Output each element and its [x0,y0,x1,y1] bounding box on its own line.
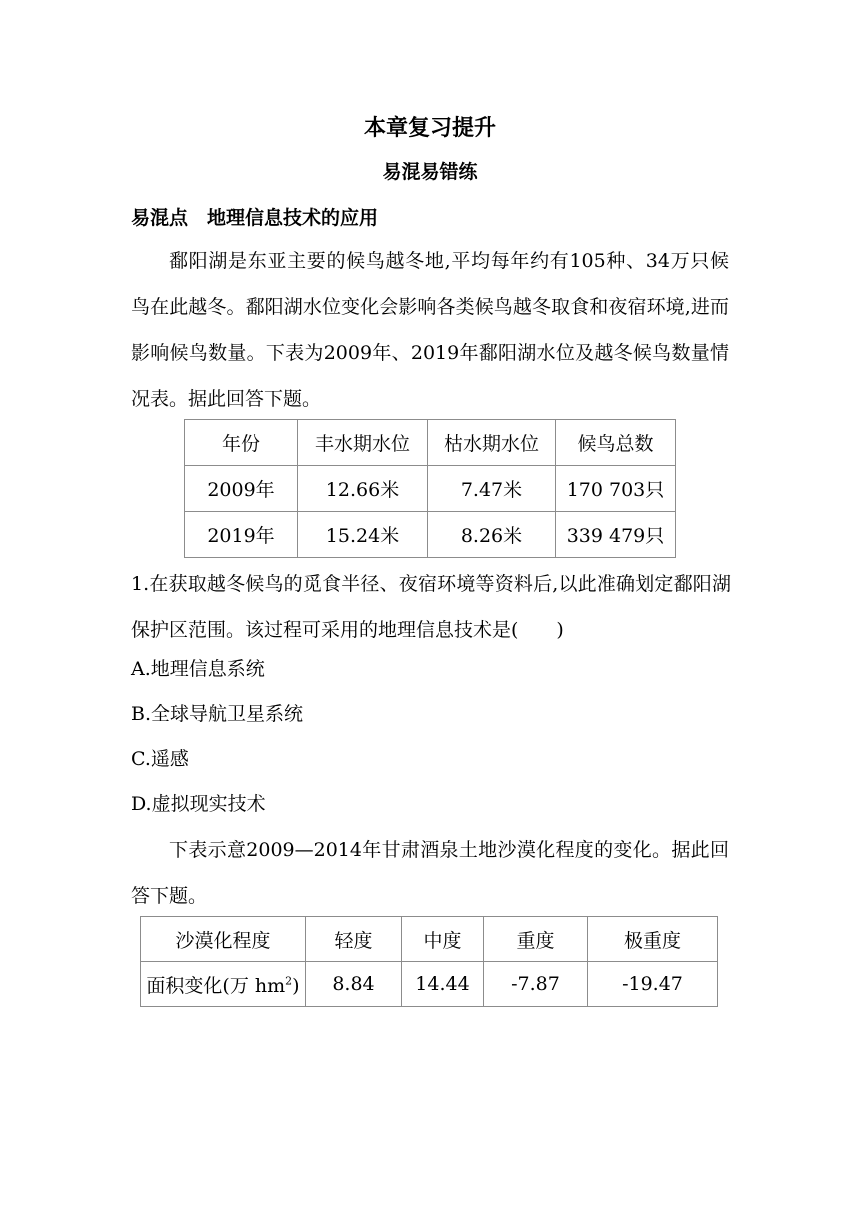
table-cell: 15.24米 [298,512,428,558]
table-header-row [141,917,718,962]
desertification-table [140,916,718,1007]
table-cell: 2009年 [185,466,298,512]
table-row-label [141,962,306,1007]
passage-poyang: 鄱阳湖是东亚主要的候鸟越冬地,平均每年约有105种、34万只候鸟在此越冬。鄱阳湖水位变化会影响各类候鸟越冬取食和夜宿环境,进而影响候鸟数量。下表为2009年、2019年鄱阳湖水位及越冬候鸟数量情况表。据此回答下题。 [131,250,729,410]
table-cell: 7.47米 [428,466,556,512]
table-cell: 339 479只 [556,512,676,558]
table-header-cell: 丰水期水位 [298,420,428,466]
table-cell: 8.84 [306,962,402,1007]
row-label-superscript: 2 [285,974,293,988]
table-header-cell: 沙漠化程度 [141,917,306,962]
table-header-cell: 候鸟总数 [556,420,676,466]
option-b[interactable]: B.全球导航卫星系统 [131,703,304,725]
passage-jiuquan: 下表示意2009—2014年甘肃酒泉土地沙漠化程度的变化。据此回答下题。 [131,839,729,907]
table-header-cell: 轻度 [306,917,402,962]
table-cell: -7.87 [484,962,588,1007]
table-header-row [185,420,676,466]
table-header-cell: 中度 [402,917,484,962]
table-row [185,466,676,512]
table-cell: -19.47 [588,962,718,1007]
option-a[interactable]: A.地理信息系统 [131,658,265,680]
table-cell: 14.44 [402,962,484,1007]
topic-label: 易混点 [131,207,189,229]
topic-name: 地理信息技术的应用 [207,207,379,229]
option-d[interactable]: D.虚拟现实技术 [131,793,266,815]
table-row [185,512,676,558]
row-label-close: ) [292,974,300,997]
question-1-stem: 1.在获取越冬候鸟的觅食半径、夜宿环境等资料后,以此准确划定鄱阳湖保护区范围。该过程可采用的地理信息技术是( ) [131,573,731,641]
table-cell: 12.66米 [298,466,428,512]
option-c[interactable]: C.遥感 [131,748,189,770]
chapter-title: 本章复习提升 [363,116,496,141]
topic-heading [131,204,378,232]
table-row [141,962,718,1007]
table-header-cell: 重度 [484,917,588,962]
section-subtitle: 易混易错练 [382,161,478,183]
table-cell: 8.26米 [428,512,556,558]
table-cell: 2019年 [185,512,298,558]
table-cell: 170 703只 [556,466,676,512]
poyang-water-level-table [184,419,676,558]
row-label-text: 面积变化(万 hm [146,974,286,997]
table-header-cell: 极重度 [588,917,718,962]
table-header-cell: 年份 [185,420,298,466]
table-header-cell: 枯水期水位 [428,420,556,466]
